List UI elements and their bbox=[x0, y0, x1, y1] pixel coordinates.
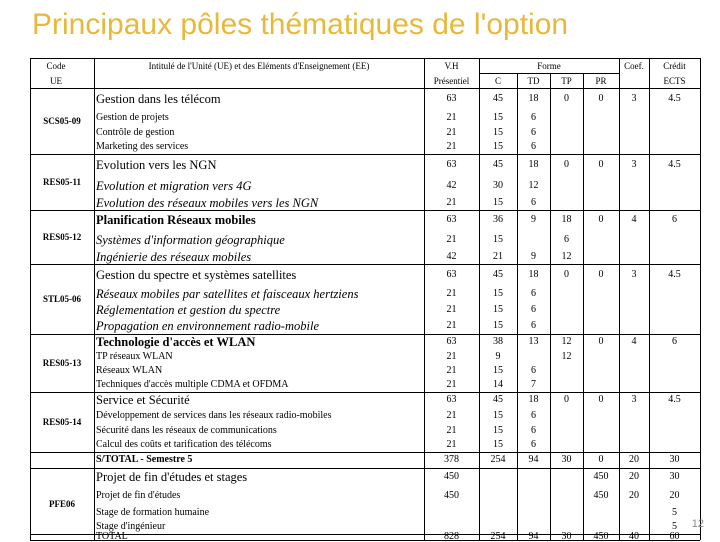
table-cell-td: 6 bbox=[531, 439, 536, 450]
table-top-border bbox=[30, 58, 700, 59]
table-cell-vh: 63 bbox=[446, 269, 457, 280]
table-cell-c: 38 bbox=[493, 336, 503, 347]
table-cell-c: 14 bbox=[493, 379, 503, 390]
table-cell-tp: 0 bbox=[564, 269, 569, 280]
table-cell-c: 15 bbox=[493, 288, 503, 299]
column-divider bbox=[700, 58, 701, 540]
header-presentiel: Présentiel bbox=[433, 76, 470, 86]
table-cell-vh: 21 bbox=[446, 425, 457, 436]
page-title: Principaux pôles thématiques de l'option bbox=[32, 8, 569, 41]
table-cell-vh: 21 bbox=[446, 288, 457, 299]
table-cell-coef: 20 bbox=[629, 471, 639, 482]
table-cell-c: 15 bbox=[493, 439, 503, 450]
table-row-label: Projet de fin d'études bbox=[96, 490, 181, 501]
table-cell-c: 15 bbox=[493, 197, 503, 208]
table-cell-c: 45 bbox=[493, 159, 503, 170]
table-cell-pr: 0 bbox=[598, 159, 604, 170]
table-cell-vh: 21 bbox=[446, 304, 457, 315]
table-row-label: Techniques d'accès multiple CDMA et OFDMA bbox=[96, 379, 289, 390]
table-cell-vh: 21 bbox=[446, 141, 457, 152]
table-cell-coef: 4 bbox=[631, 336, 637, 347]
table-cell-vh: 21 bbox=[446, 112, 457, 123]
table-row-label: Projet de fin d'études et stages bbox=[96, 470, 248, 484]
header-vh: V.H bbox=[444, 61, 459, 71]
table-cell-tp: 12 bbox=[561, 336, 572, 347]
table-cell-coef: 20 bbox=[629, 490, 639, 501]
table-cell-ects: 4.5 bbox=[668, 93, 681, 104]
table-cell-c: 15 bbox=[493, 410, 503, 421]
table-cell-ects: 60 bbox=[669, 531, 680, 542]
table-cell-c: 254 bbox=[490, 531, 506, 542]
column-divider bbox=[550, 73, 551, 540]
header-tp: TP bbox=[561, 76, 572, 86]
table-cell-td: 6 bbox=[531, 197, 536, 208]
table-cell-c: 15 bbox=[493, 304, 503, 315]
table-cell-td: 6 bbox=[531, 141, 536, 152]
header-forme: Forme bbox=[537, 61, 561, 71]
table-row-label: Evolution des réseaux mobiles vers les NGN bbox=[96, 196, 319, 210]
table-cell-vh: 21 bbox=[446, 351, 457, 362]
ue-code: RES05-11 bbox=[42, 177, 81, 187]
table-cell-td: 18 bbox=[528, 93, 539, 104]
table-row-label: Systèmes d'information géographique bbox=[96, 233, 285, 247]
table-cell-vh: 450 bbox=[444, 471, 459, 482]
header-coef: Coef. bbox=[624, 61, 644, 71]
table-cell-td: 6 bbox=[531, 425, 536, 436]
table-cell-coef: 3 bbox=[631, 159, 637, 170]
table-cell-c: 15 bbox=[493, 320, 503, 331]
table-cell-vh: 21 bbox=[446, 410, 457, 421]
table-cell-vh: 63 bbox=[446, 159, 457, 170]
table-row-label: Ingénierie des réseaux mobiles bbox=[96, 250, 252, 264]
table-cell-ects: 4.5 bbox=[668, 159, 681, 170]
table-cell-td: 9 bbox=[531, 251, 536, 262]
table-cell-c: 30 bbox=[493, 180, 503, 191]
table-row-label: Evolution et migration vers 4G bbox=[96, 179, 252, 193]
table-row-label: Technologie d'accès et WLAN bbox=[96, 335, 256, 349]
table-row-label: Service et Sécurité bbox=[96, 393, 190, 407]
table-cell-ects: 5 bbox=[672, 521, 677, 532]
table-row-label: Réseaux WLAN bbox=[96, 365, 163, 376]
table-cell-td: 18 bbox=[528, 394, 539, 405]
table-row-label: Evolution vers les NGN bbox=[96, 158, 217, 172]
table-cell-c: 15 bbox=[493, 425, 503, 436]
ue-code: PFE06 bbox=[49, 499, 75, 509]
header-ects: ECTS bbox=[663, 76, 686, 86]
table-row-label: Contrôle de gestion bbox=[96, 127, 175, 138]
table-cell-pr: 450 bbox=[593, 471, 609, 482]
table-cell-vh: 63 bbox=[446, 214, 457, 225]
table-cell-ects: 5 bbox=[672, 507, 677, 518]
table-cell-ects: 6 bbox=[672, 214, 677, 225]
table-cell-vh: 42 bbox=[446, 251, 457, 262]
table-cell-pr: 450 bbox=[593, 490, 609, 501]
ue-code: RES05-12 bbox=[42, 232, 82, 242]
ue-code: RES05-13 bbox=[42, 358, 82, 368]
table-row-label: Stage de formation humaine bbox=[96, 507, 210, 518]
table-cell-c: 21 bbox=[493, 251, 503, 262]
table-cell-coef: 3 bbox=[631, 269, 637, 280]
table-row-label: Stage d'ingénieur bbox=[96, 521, 166, 532]
table-cell-pr: 0 bbox=[598, 214, 604, 225]
table-row-label: Calcul des coûts et tarification des télécoms bbox=[96, 439, 272, 450]
table-cell-c: 15 bbox=[493, 365, 503, 376]
table-row-label: Marketing des services bbox=[96, 141, 189, 152]
table-cell-td: 6 bbox=[531, 127, 536, 138]
table-cell-tp: 12 bbox=[561, 351, 572, 362]
table-cell-tp: 0 bbox=[564, 394, 569, 405]
table-cell-td: 94 bbox=[528, 531, 539, 542]
table-row-label: Planification Réseaux mobiles bbox=[96, 213, 256, 227]
table-row-label: Développement de services dans les réseaux radio-mobiles bbox=[96, 410, 332, 421]
table-cell-vh: 21 bbox=[446, 234, 457, 245]
table-cell-vh: 21 bbox=[446, 197, 457, 208]
table-cell-tp: 0 bbox=[564, 159, 569, 170]
table-cell-vh: 450 bbox=[444, 490, 459, 501]
table-cell-c: 15 bbox=[493, 141, 503, 152]
ue-code: SCS05-09 bbox=[43, 116, 81, 126]
table-cell-vh: 63 bbox=[446, 336, 457, 347]
header-ue: UE bbox=[50, 76, 62, 86]
table-cell-td: 7 bbox=[531, 379, 536, 390]
table-row-label: Sécurité dans les réseaux de communications bbox=[96, 425, 277, 436]
header-intitule: Intitulé de l'Unité (UE) et des Eléments d'Enseignement (EE) bbox=[148, 61, 370, 71]
table-row-label: TP réseaux WLAN bbox=[96, 351, 173, 362]
table-cell-vh: 21 bbox=[446, 320, 457, 331]
table-cell-td: 6 bbox=[531, 304, 536, 315]
table-cell-td: 6 bbox=[531, 288, 536, 299]
table-cell-c: 15 bbox=[493, 234, 503, 245]
table-cell-coef: 3 bbox=[631, 394, 637, 405]
table-cell-td: 18 bbox=[528, 269, 539, 280]
page-number: 12 bbox=[691, 518, 704, 530]
table-cell-c: 45 bbox=[493, 394, 503, 405]
table-cell-vh: 63 bbox=[446, 93, 457, 104]
table-cell-coef: 4 bbox=[631, 214, 637, 225]
table-cell-ects: 20 bbox=[669, 490, 680, 501]
table-cell-tp: 18 bbox=[561, 214, 572, 225]
table-cell-ects: 30 bbox=[669, 454, 680, 465]
table-cell-c: 254 bbox=[490, 454, 506, 465]
table-cell-vh: 63 bbox=[446, 394, 457, 405]
table-row-label: Gestion du spectre et systèmes satellites bbox=[96, 268, 297, 282]
table-cell-pr: 0 bbox=[598, 269, 604, 280]
table-cell-pr: 0 bbox=[598, 454, 604, 465]
table-row-label: Réglementation et gestion du spectre bbox=[96, 303, 281, 317]
table-cell-td: 9 bbox=[531, 214, 536, 225]
table-cell-pr: 0 bbox=[598, 394, 604, 405]
table-cell-td: 6 bbox=[531, 320, 536, 331]
table-cell-ects: 6 bbox=[672, 336, 677, 347]
table-cell-ects: 30 bbox=[669, 471, 680, 482]
table-cell-c: 15 bbox=[493, 112, 503, 123]
table-cell-tp: 30 bbox=[561, 454, 572, 465]
header-credit: Crédit bbox=[663, 61, 686, 71]
header-code: Code bbox=[46, 61, 66, 71]
forme-divider bbox=[479, 73, 619, 74]
table-cell-td: 6 bbox=[531, 410, 536, 421]
table-cell-c: 15 bbox=[493, 127, 503, 138]
table-cell-coef: 20 bbox=[629, 454, 639, 465]
table-cell-td: 6 bbox=[531, 112, 536, 123]
ue-code: RES05-14 bbox=[42, 417, 82, 427]
table-cell-tp: 30 bbox=[561, 531, 572, 542]
table-cell-vh: 21 bbox=[446, 439, 457, 450]
table-cell-td: 94 bbox=[528, 454, 539, 465]
table-bottom-border bbox=[30, 540, 700, 541]
table-cell-td: 13 bbox=[528, 336, 539, 347]
table-cell-coef: 40 bbox=[629, 531, 639, 542]
table-cell-c: 45 bbox=[493, 93, 503, 104]
table-cell-coef: 3 bbox=[631, 93, 637, 104]
table-cell-vh: 21 bbox=[446, 379, 457, 390]
header-td: TD bbox=[527, 76, 540, 86]
table-cell-pr: 450 bbox=[593, 531, 609, 542]
header-c: C bbox=[494, 76, 501, 86]
table-row-label: Gestion dans les télécom bbox=[96, 92, 221, 106]
header-pr: PR bbox=[595, 76, 607, 86]
table-cell-vh: 21 bbox=[446, 127, 457, 138]
table-cell-tp: 6 bbox=[564, 234, 569, 245]
table-cell-vh: 378 bbox=[444, 454, 459, 465]
curriculum-table bbox=[30, 58, 700, 540]
table-cell-vh: 828 bbox=[444, 531, 459, 542]
table-row-label: Réseaux mobiles par satellites et faisceaux hertziens bbox=[96, 287, 359, 301]
table-row-label: S/TOTAL - Semestre 5 bbox=[96, 454, 193, 465]
table-row-label: Propagation en environnement radio-mobile bbox=[96, 319, 319, 333]
table-cell-ects: 4.5 bbox=[668, 269, 681, 280]
table-cell-td: 18 bbox=[528, 159, 539, 170]
table-row-label: Gestion de projets bbox=[96, 112, 169, 123]
ue-code: STL05-06 bbox=[42, 294, 81, 304]
table-row-label: TOTAL bbox=[96, 531, 128, 542]
table-cell-vh: 21 bbox=[446, 365, 457, 376]
table-cell-td: 12 bbox=[528, 180, 539, 191]
table-cell-tp: 0 bbox=[564, 93, 569, 104]
table-cell-c: 45 bbox=[493, 269, 503, 280]
table-cell-c: 36 bbox=[493, 214, 503, 225]
table-cell-td: 6 bbox=[531, 365, 536, 376]
table-cell-pr: 0 bbox=[598, 336, 604, 347]
table-cell-pr: 0 bbox=[598, 93, 604, 104]
table-cell-tp: 12 bbox=[561, 251, 572, 262]
table-cell-c: 9 bbox=[495, 351, 501, 362]
table-cell-ects: 4.5 bbox=[668, 394, 681, 405]
table-cell-vh: 42 bbox=[446, 180, 457, 191]
